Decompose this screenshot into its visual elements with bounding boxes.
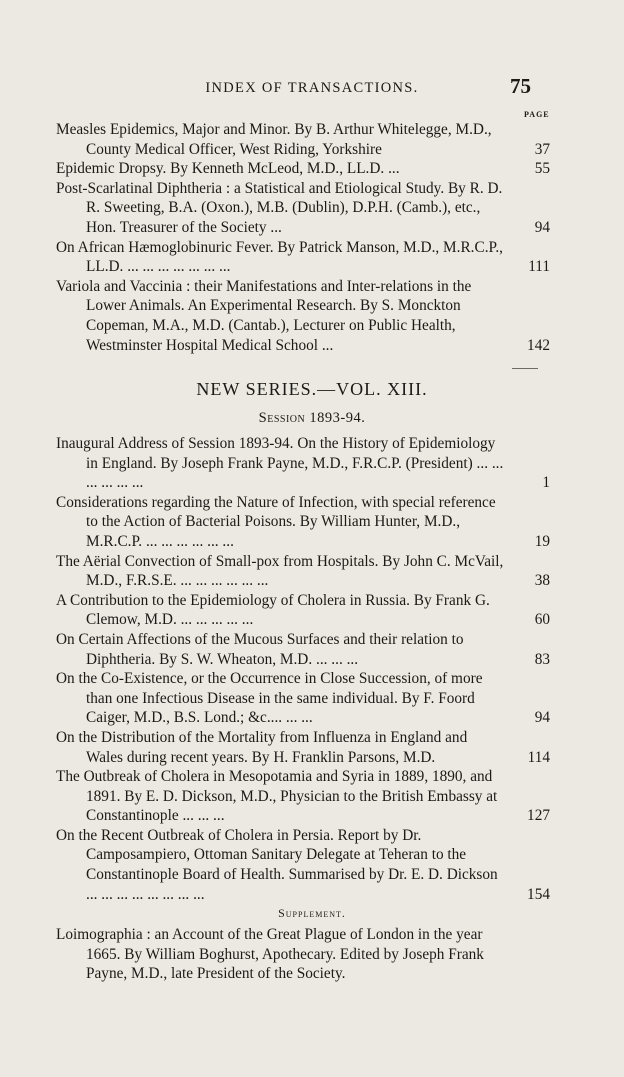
supplement-list — [56, 925, 550, 984]
index-entry: Epidemic Dropsy. By Kenneth McLeod, M.D., LL.D. ... 55 — [56, 160, 550, 178]
supplement-heading: Supplement. — [278, 906, 346, 920]
page-column-label: PAGE — [524, 110, 550, 119]
previous-entries-list — [56, 120, 550, 355]
index-entry: Post-Scarlatinal Diphtheria : a Statistical and Etiological Study. By R. D. R. Sweeting, B.A. (Oxon.), M.B. (Dublin), D.P.H. (Camb.), etc., Hon. Treasurer of the Society ... 94 — [56, 179, 550, 236]
supplement-entry: Loimographia : an Account of the Great Plague of London in the year 1665. By William Boghurst, Apothecary. Edited by Joseph Frank Payne, M.D., late President of the Society. — [56, 926, 484, 983]
series-title: NEW SERIES.—VOL. XIII. — [196, 379, 428, 399]
index-entry: Variola and Vaccinia : their Manifestations and Inter-relations in the Lower Animals. An Experimental Research. By S. Monckton Copeman, M.A., M.D. (Cantab.), Lecturer on Public Health, Westminster Hospital Medical School ... 142 — [56, 277, 550, 354]
entry-page-number: 114 — [527, 748, 550, 766]
entry-page-number: 142 — [527, 336, 550, 354]
index-entry: The Outbreak of Cholera in Mesopotamia and Syria in 1889, 1890, and 1891. By E. D. Dickson, M.D., Physician to the British Embassy at Constantinople ... ... ... 127 — [56, 768, 550, 825]
entry-page-number: 19 — [534, 532, 550, 550]
session-entries-list — [56, 434, 550, 904]
entry-page-number: 60 — [534, 611, 550, 629]
page-number: 75 — [510, 74, 531, 98]
index-entry: On the Recent Outbreak of Cholera in Persia. Report by Dr. Camposampiero, Ottoman Sanitary Delegate at Teheran to the Constantinople Board of Health. Summarised by Dr. E. D. Dickson ... ... ... ... ... ... ... ... 154 — [56, 826, 550, 903]
entry-page-number: 94 — [534, 709, 550, 727]
index-entry: On the Distribution of the Mortality from Influenza in England and Wales during recent years. By H. Franklin Parsons, M.D. 114 — [56, 728, 550, 766]
entry-page-number: 1 — [542, 474, 550, 492]
entry-page-number: 111 — [528, 258, 550, 276]
index-entry: On Certain Affections of the Mucous Surfaces and their relation to Diphtheria. By S. W. Wheaton, M.D. ... ... ... 83 — [56, 630, 550, 668]
index-entry: The Aërial Convection of Small-pox from Hospitals. By John C. McVail, M.D., F.R.S.E. ... ... ... ... ... ... 38 — [56, 552, 550, 590]
section-divider — [512, 368, 538, 369]
entry-page-number: 94 — [534, 218, 550, 236]
session-heading: Session 1893-94. — [258, 410, 366, 426]
index-entry: Considerations regarding the Nature of Infection, with special reference to the Action of Bacterial Poisons. By William Hunter, M.D., M.R.C.P. ... ... ... ... ... ... 19 — [56, 493, 550, 550]
entry-page-number: 83 — [534, 650, 550, 668]
index-entry: Measles Epidemics, Major and Minor. By B. Arthur Whitelegge, M.D., County Medical Officer, West Riding, Yorkshire 37 — [56, 121, 550, 158]
running-title: INDEX OF TRANSACTIONS. — [205, 80, 419, 96]
index-entry: Inaugural Address of Session 1893-94. On the History of Epidemiology in England. By Joseph Frank Payne, M.D., F.R.C.P. (President) ... ... ... ... ... ... 1 — [56, 435, 550, 492]
entry-page-number: 55 — [534, 160, 550, 178]
index-entry: On African Hæmoglobinuric Fever. By Patrick Manson, M.D., M.R.C.P., LL.D. ... ... ... ... ... ... ... 111 — [56, 238, 550, 276]
entry-page-number: 127 — [527, 807, 550, 825]
entry-page-number: 37 — [534, 140, 550, 158]
index-entry: A Contribution to the Epidemiology of Cholera in Russia. By Frank G. Clemow, M.D. ... ... ... ... ... 60 — [56, 591, 550, 629]
entry-page-number: 38 — [534, 572, 550, 590]
index-entry: On the Co-Existence, or the Occurrence in Close Succession, of more than one Infectious Disease in the same individual. By F. Foord Caiger, M.D., B.S. Lond.; &c.... ... ... 94 — [56, 670, 550, 727]
entry-page-number: 154 — [527, 885, 550, 903]
